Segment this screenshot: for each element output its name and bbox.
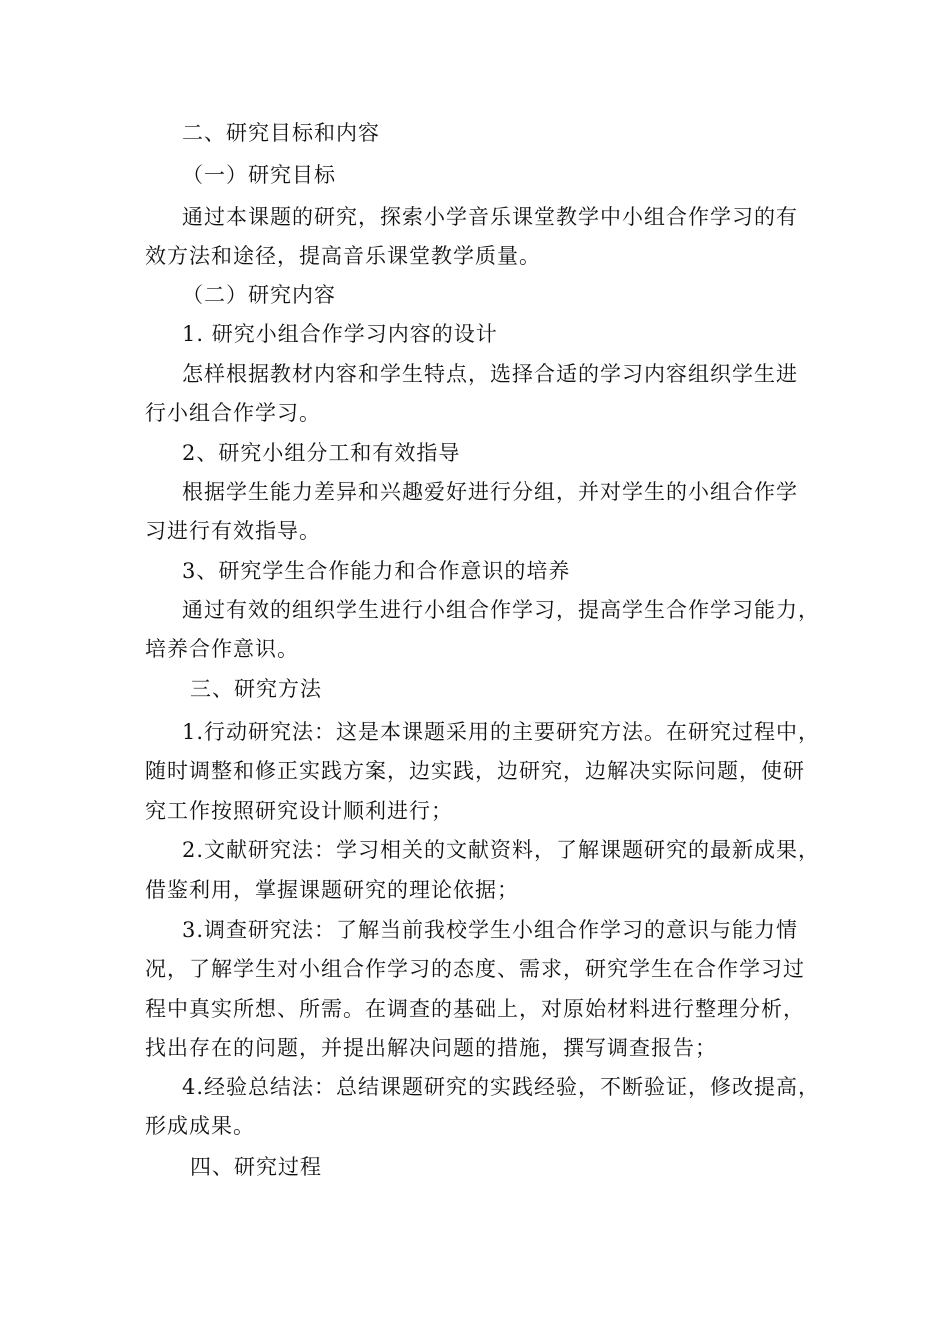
- paragraph-line: 培养合作意识。: [145, 637, 299, 661]
- paragraph-line: 1.行动研究法：这是本课题采用的主要研究方法。在研究过程中，: [182, 720, 821, 744]
- paragraph-line: 4.经验总结法：总结课题研究的实践经验，不断验证，修改提高，: [182, 1075, 821, 1099]
- paragraph-line: 程中真实所想、所需。在调查的基础上，对原始材料进行整理分析，: [145, 997, 805, 1021]
- paragraph-line: 3.调查研究法：了解当前我校学生小组合作学习的意识与能力情: [182, 918, 799, 942]
- paragraph-line: 究工作按照研究设计顺利进行；: [145, 799, 453, 823]
- paragraph-line: 怎样根据教材内容和学生特点，选择合适的学习内容组织学生进: [182, 362, 798, 386]
- paragraph-line: 习进行有效指导。: [145, 519, 321, 543]
- paragraph-line: 找出存在的问题，并提出解决问题的措施，撰写调查报告；: [145, 1036, 717, 1060]
- list-item-heading: 1. 研究小组合作学习内容的设计: [182, 322, 498, 346]
- subheading-research-goals: （一）研究目标: [182, 163, 336, 187]
- paragraph-line: 随时调整和修正实践方案，边实践，边研究，边解决实际问题，使研: [145, 759, 805, 783]
- paragraph-line: 况，了解学生对小组合作学习的态度、需求，研究学生在合作学习过: [145, 957, 805, 981]
- heading-research-methods: 三、研究方法: [190, 677, 322, 701]
- list-item-heading: 3、研究学生合作能力和合作意识的培养: [182, 559, 571, 583]
- paragraph-line: 通过本课题的研究，探索小学音乐课堂教学中小组合作学习的有: [182, 205, 798, 229]
- paragraph-line: 通过有效的组织学生进行小组合作学习，提高学生合作学习能力，: [182, 598, 820, 622]
- subheading-research-content: （二）研究内容: [182, 283, 336, 307]
- paragraph-line: 借鉴利用，掌握课题研究的理论依据；: [145, 878, 519, 902]
- heading-research-goals-content: 二、研究目标和内容: [182, 121, 380, 145]
- paragraph-line: 根据学生能力差异和兴趣爱好进行分组，并对学生的小组合作学: [182, 480, 798, 504]
- paragraph-line: 2.文献研究法：学习相关的文献资料，了解课题研究的最新成果，: [182, 838, 821, 862]
- paragraph-line: 效方法和途径，提高音乐课堂教学质量。: [145, 244, 541, 268]
- heading-research-process: 四、研究过程: [190, 1155, 322, 1179]
- paragraph-line: 形成成果。: [145, 1114, 255, 1138]
- paragraph-line: 行小组合作学习。: [145, 401, 321, 425]
- list-item-heading: 2、研究小组分工和有效指导: [182, 441, 461, 465]
